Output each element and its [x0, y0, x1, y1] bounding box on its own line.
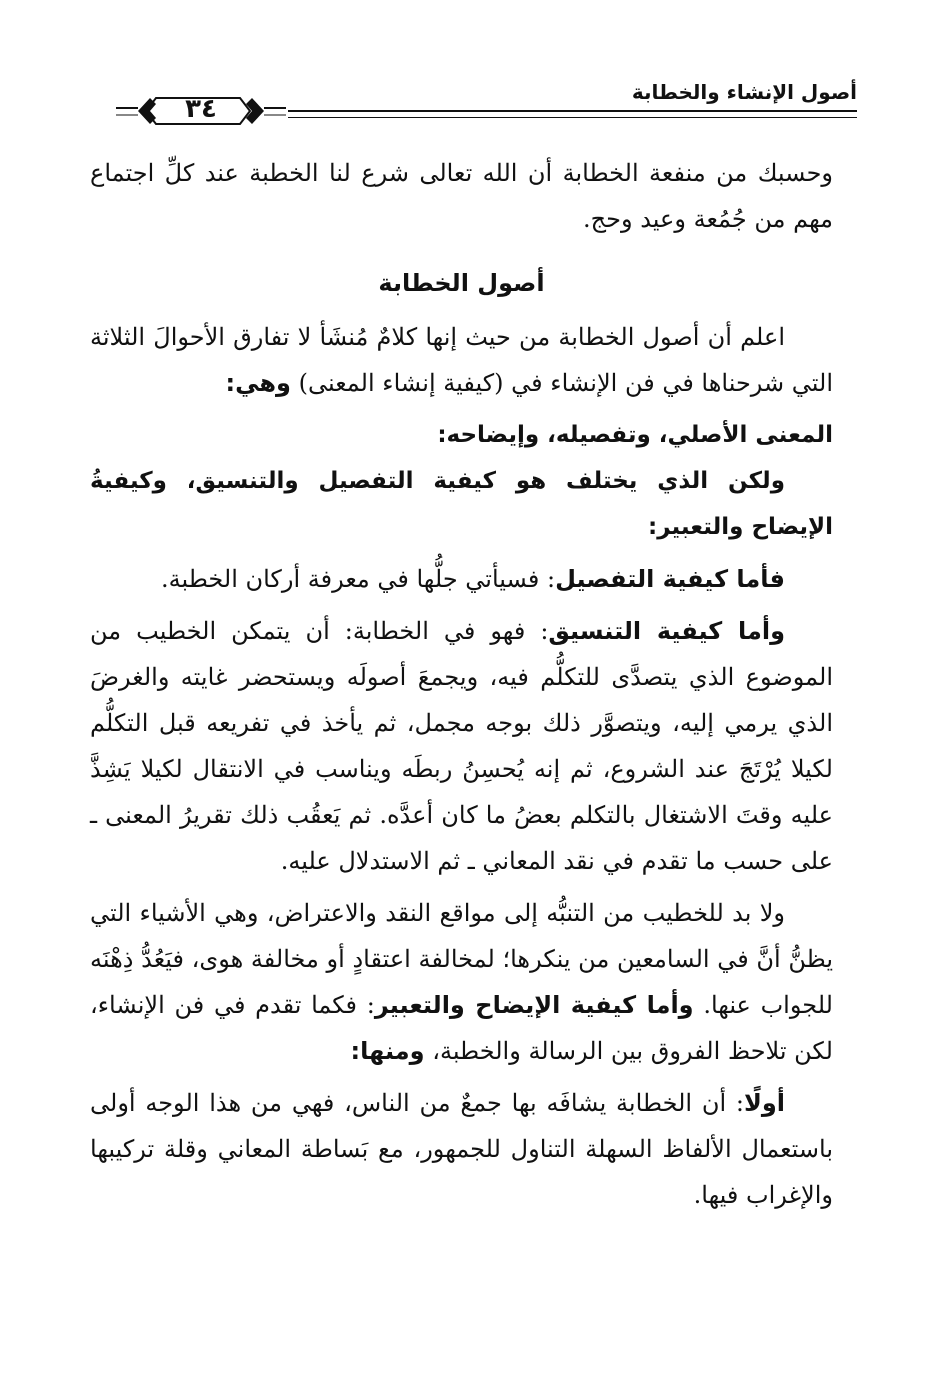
- principles-text: اعلم أن أصول الخطابة من حيث إنها كلامٌ مُنشَأ لا تفارق الأحوالَ الثلاثة التي شرحناها في فن الإنشاء في (كيفية إنشاء المعنى): [90, 323, 833, 397]
- page-number: ٣٤: [185, 94, 217, 124]
- page-body: [90, 150, 833, 1218]
- section-heading: أصول الخطابة: [378, 269, 545, 297]
- detailing-label: فأما كيفية التفصيل: [555, 565, 785, 593]
- principles-paragraph: [90, 314, 833, 406]
- running-header: [88, 74, 857, 134]
- header-rule-thick: [288, 110, 857, 112]
- page-number-ornament: [116, 90, 286, 130]
- first-point-text: : أن الخطابة يشافَه بها جمعٌ من الناس، فهي من هذا الوجه أولى باستعمال الألفاظ السهلة التناول للجمهور، مع بَساطة المعاني وقلة تركيبها والإغراب فيها.: [90, 1089, 833, 1209]
- detailing-paragraph: [90, 556, 833, 602]
- first-point-paragraph: [90, 1080, 833, 1218]
- running-title: أصول الإنشاء والخطابة: [631, 80, 857, 104]
- detailing-text: : فسيأتي جلُّها في معرفة أركان الخطبة.: [160, 565, 556, 593]
- elements-line: المعنى الأصلي، وتفصيله، وإيضاحه:: [437, 422, 833, 448]
- intro-paragraph: وحسبك من منفعة الخطابة أن الله تعالى شرع لنا الخطبة عند كلِّ اجتماع مهم من جُمُعة وعيد وحج.: [90, 159, 833, 233]
- clarification-label: وأما كيفية الإيضاح والتعبير: [374, 991, 694, 1019]
- clarification-text: : فكما تقدم في فن الإنشاء، لكن تلاحظ الفروق بين الرسالة والخطبة،: [90, 991, 833, 1065]
- objections-paragraph: [90, 890, 833, 1074]
- header-rule-thin: [288, 117, 857, 118]
- coordination-text: : فهو في الخطابة: أن يتمكن الخطيب من الموضوع الذي يتصدَّى للتكلُّم فيه، ويجمعَ أصولَه ويستحضر غايته والغرضَ الذي يرمي إليه، ويتصوَّر ذلك بوجه مجمل، ثم يأخذ في تفريعه قبل التكلُّم لكيلا يُرْتَجَ عند الشروع، ثم إنه يُحسِنُ ربطَه ويناسب في الانتقال لكيلا يَشِذَّ عليه وقتَ الاشتغال بالتكلم بعضُ ما كان أعدَّه. ثم يَعقُب ذلك تقريرُ المعنى ـ على حسب ما تقدم في نقد المعاني ـ ثم الاستدلال عليه.: [90, 617, 833, 875]
- objections-bold-end: ومنها:: [350, 1037, 425, 1065]
- differ-line: ولكن الذي يختلف هو كيفية التفصيل والتنسيق، وكيفيةُ الإيضاح والتعبير:: [90, 468, 833, 540]
- coordination-paragraph: [90, 608, 833, 884]
- first-point-label: أولًا: [743, 1089, 785, 1117]
- objections-text: ولا بد للخطيب من التنبُّه إلى مواقع النقد والاعتراض، وهي الأشياء التي يظنُّ أنَّ في السامعين من ينكرها؛ لمخالفة اعتقادٍ أو مخالفة هوى، فيَعُدُّ ذِهْنَه للجواب عنها.: [90, 899, 833, 1019]
- coordination-label: وأما كيفية التنسيق: [548, 617, 785, 645]
- principles-bold-end: وهي:: [225, 369, 291, 397]
